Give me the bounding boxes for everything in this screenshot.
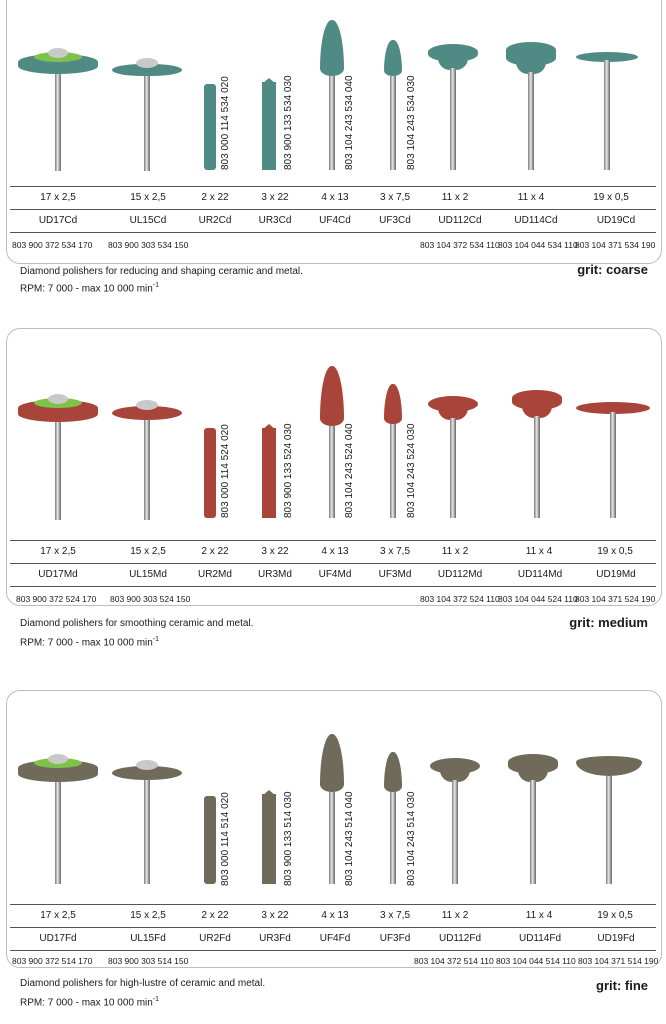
size-cell: 3 x 7,5	[379, 546, 411, 557]
size-cell: 3 x 22	[261, 546, 289, 557]
name-cell: UR3Fd	[259, 933, 291, 944]
vertical-code-ur2: 803 000 114 534 020	[220, 76, 231, 170]
tool-ur3-image	[262, 790, 276, 884]
tool-ud112-image	[428, 44, 478, 170]
name-row	[10, 928, 656, 951]
sku-ul15: 803 900 303 514 150	[108, 956, 189, 966]
tool-uf4-image	[320, 366, 344, 518]
size-cell: 17 x 2,5	[40, 546, 76, 557]
tool-ud112-image	[430, 758, 480, 884]
name-cell: UD19Cd	[596, 215, 636, 226]
rpm-value: RPM: 7 000 - max 10 000 min	[20, 997, 153, 1009]
size-cell: 19 x 0,5	[597, 546, 633, 557]
size-row	[10, 540, 656, 564]
grit-label: grit: medium	[569, 615, 648, 630]
name-cell: UR3Cd	[258, 215, 292, 226]
name-cell: UF3Md	[378, 569, 412, 580]
name-cell: UR2Md	[198, 569, 232, 580]
name-cell: UF3Fd	[379, 933, 411, 944]
sku-ul15: 803 900 303 524 150	[110, 594, 191, 604]
vertical-code-uf4: 803 104 243 524 040	[344, 423, 355, 518]
tool-ur3-image	[262, 424, 276, 518]
size-cell: 3 x 22	[261, 192, 289, 203]
rpm-exponent: -1	[152, 282, 160, 289]
tool-ur2-image	[204, 84, 216, 170]
name-cell: UD112Md	[437, 569, 483, 580]
sku-ud112: 803 104 372 524 110	[420, 594, 500, 604]
size-cell: 11 x 2	[441, 910, 469, 921]
section-description: Diamond polishers for high-lustre of ceramic and metal.	[20, 978, 266, 989]
size-cell: 4 x 13	[321, 546, 349, 557]
size-cell: 11 x 4	[525, 910, 553, 921]
name-cell: UL15Fd	[130, 933, 166, 944]
vertical-code-ur3: 803 900 133 534 030	[283, 75, 294, 170]
name-cell: UD114Md	[517, 569, 563, 580]
name-cell: UD19Md	[596, 569, 636, 580]
tool-ur3-image	[262, 78, 276, 170]
name-cell: UF4Md	[318, 569, 352, 580]
tool-ud17-image	[18, 46, 98, 171]
sku-ud112: 803 104 372 534 110	[420, 240, 500, 250]
size-cell: 11 x 4	[517, 192, 545, 203]
vertical-code-ur2: 803 000 114 514 020	[220, 792, 231, 886]
size-cell: 3 x 7,5	[379, 910, 411, 921]
sku-ud19: 803 104 371 514 190	[578, 956, 659, 966]
tool-ud114-image	[512, 390, 562, 518]
size-cell: 15 x 2,5	[130, 546, 166, 557]
size-cell: 19 x 0,5	[593, 192, 629, 203]
tool-uf3-image	[384, 40, 402, 170]
name-cell: UD19Fd	[597, 933, 635, 944]
size-row	[10, 904, 656, 928]
name-cell: UR3Md	[258, 569, 292, 580]
tool-ud17-image	[18, 752, 98, 884]
rpm-value: RPM: 7 000 - max 10 000 min	[20, 637, 153, 649]
tool-ud17-image	[18, 392, 98, 520]
tool-uf4-image	[320, 20, 344, 170]
size-cell: 3 x 7,5	[379, 192, 411, 203]
size-row	[10, 186, 656, 210]
sku-ud114: 803 104 044 514 110	[496, 956, 576, 966]
tool-ud19-image	[576, 756, 642, 884]
tool-ul15-image	[112, 400, 182, 520]
tool-ur2-image	[204, 428, 216, 518]
name-cell: UD17Md	[38, 569, 78, 580]
name-row	[10, 210, 656, 233]
sku-ud19: 803 104 371 534 190	[575, 240, 656, 250]
sku-ud112: 803 104 372 514 110	[414, 956, 494, 966]
size-cell: 17 x 2,5	[40, 910, 76, 921]
name-cell: UD17Fd	[39, 933, 77, 944]
size-cell: 15 x 2,5	[130, 910, 166, 921]
sku-ud114: 803 104 044 524 110	[498, 594, 578, 604]
sku-ud114: 803 104 044 534 110	[498, 240, 578, 250]
name-cell: UF3Cd	[379, 215, 411, 226]
name-cell: UD112Cd	[438, 215, 482, 226]
rpm-exponent: -1	[152, 636, 160, 643]
vertical-code-uf3: 803 104 243 514 030	[406, 791, 417, 886]
size-cell: 11 x 4	[525, 546, 553, 557]
size-cell: 2 x 22	[201, 546, 229, 557]
rpm-exponent: -1	[152, 996, 160, 1003]
sku-ud17: 803 900 372 524 170	[16, 594, 97, 604]
vertical-code-uf4: 803 104 243 514 040	[344, 791, 355, 886]
rpm-value: RPM: 7 000 - max 10 000 min	[20, 283, 153, 295]
rpm-text	[20, 636, 159, 648]
vertical-code-uf3: 803 104 243 524 030	[406, 423, 417, 518]
size-cell: 11 x 2	[441, 546, 469, 557]
sku-ul15: 803 900 303 534 150	[108, 240, 189, 250]
name-cell: UR2Fd	[199, 933, 231, 944]
vertical-code-uf4: 803 104 243 534 040	[344, 75, 355, 170]
tool-ud19-image	[576, 402, 650, 518]
size-cell: 4 x 13	[321, 910, 349, 921]
size-cell: 2 x 22	[201, 192, 229, 203]
sku-ud19: 803 104 371 524 190	[575, 594, 656, 604]
tool-ud19-image	[576, 52, 638, 170]
vertical-code-ur3: 803 900 133 524 030	[283, 423, 294, 518]
grit-label: grit: coarse	[577, 262, 648, 277]
size-cell: 15 x 2,5	[130, 192, 166, 203]
tool-ur2-image	[204, 796, 216, 884]
name-cell: UL15Md	[129, 569, 167, 580]
name-cell: UD17Cd	[38, 215, 78, 226]
tool-ud112-image	[428, 396, 478, 518]
section-description: Diamond polishers for reducing and shaping ceramic and metal.	[20, 266, 303, 277]
name-cell: UD114Fd	[518, 933, 562, 944]
size-cell: 17 x 2,5	[40, 192, 76, 203]
size-cell: 2 x 22	[201, 910, 229, 921]
tool-ud114-image	[506, 42, 556, 170]
sku-ud17: 803 900 372 514 170	[12, 956, 93, 966]
vertical-code-ur3: 803 900 133 514 030	[283, 791, 294, 886]
grit-label: grit: fine	[596, 978, 648, 993]
rpm-text	[20, 996, 159, 1008]
vertical-code-uf3: 803 104 243 534 030	[406, 75, 417, 170]
size-cell: 11 x 2	[441, 192, 469, 203]
name-row	[10, 564, 656, 587]
size-cell: 19 x 0,5	[597, 910, 633, 921]
tool-uf3-image	[384, 752, 402, 884]
name-cell: UF4Fd	[319, 933, 351, 944]
tool-uf3-image	[384, 384, 402, 518]
vertical-code-ur2: 803 000 114 524 020	[220, 424, 231, 518]
tool-ul15-image	[112, 760, 182, 884]
tool-uf4-image	[320, 734, 344, 884]
tool-ul15-image	[112, 56, 182, 171]
name-cell: UL15Cd	[129, 215, 167, 226]
rpm-text	[20, 282, 159, 294]
name-cell: UD114Cd	[514, 215, 558, 226]
name-cell: UF4Cd	[319, 215, 351, 226]
size-cell: 3 x 22	[261, 910, 289, 921]
size-cell: 4 x 13	[321, 192, 349, 203]
tool-ud114-image	[508, 754, 558, 884]
sku-ud17: 803 900 372 534 170	[12, 240, 93, 250]
section-description: Diamond polishers for smoothing ceramic and metal.	[20, 618, 254, 629]
name-cell: UD112Fd	[438, 933, 482, 944]
name-cell: UR2Cd	[198, 215, 232, 226]
